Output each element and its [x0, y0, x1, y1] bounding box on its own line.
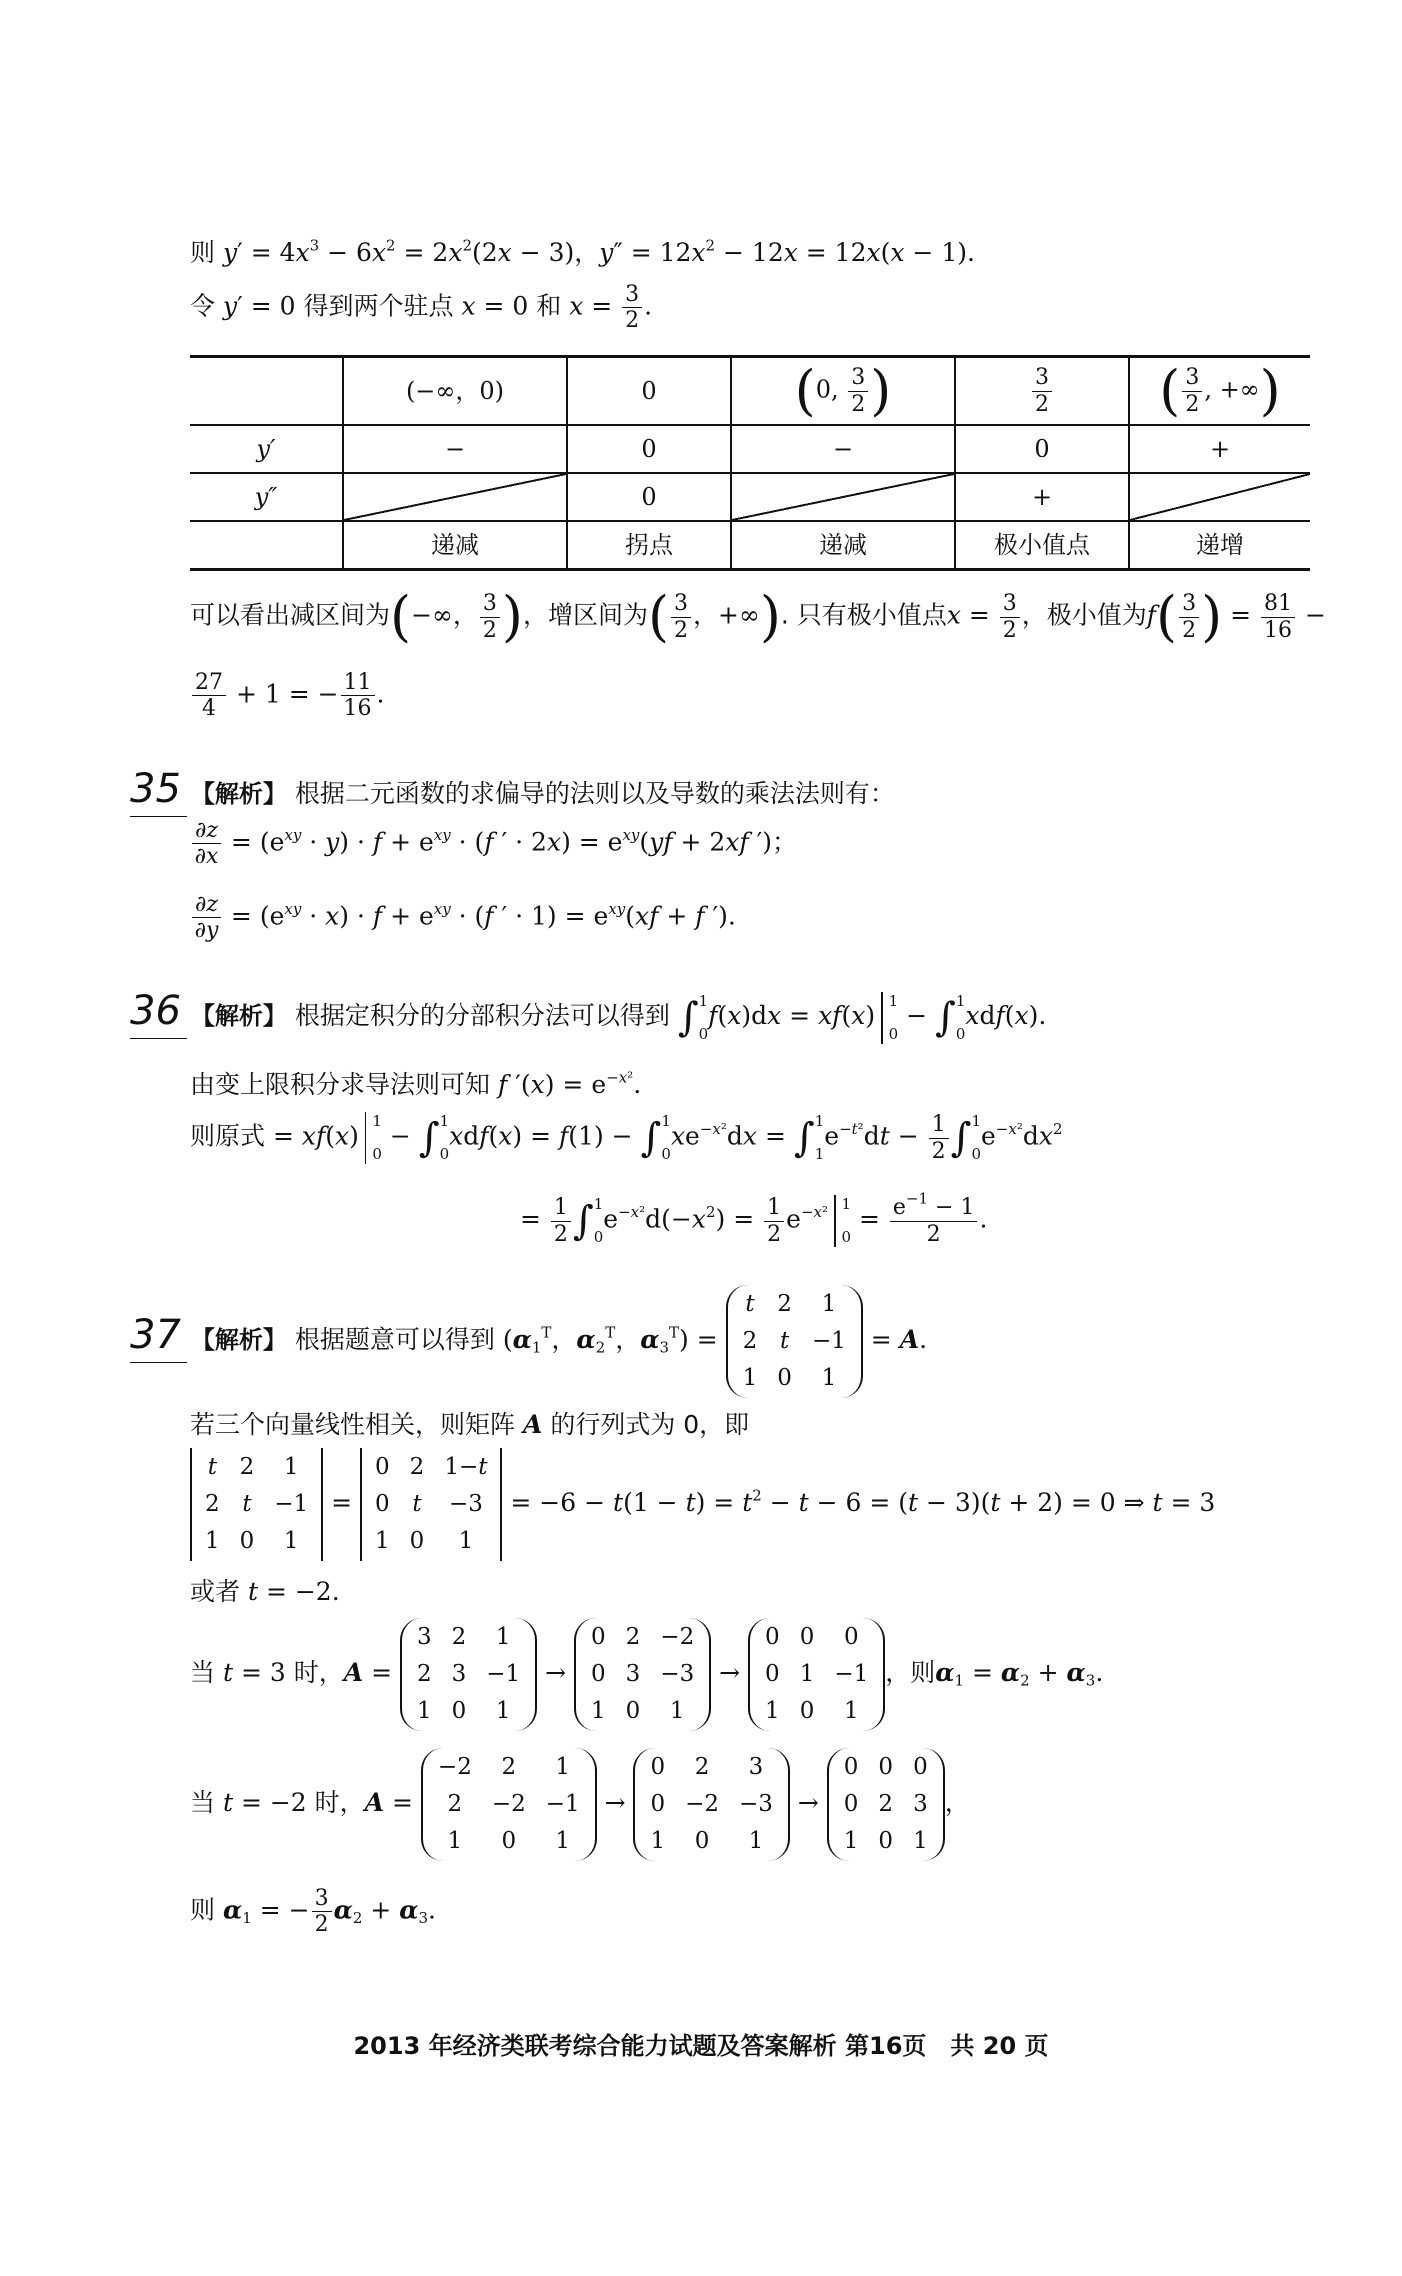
conclusion-line: 可以看出减区间为(−∞， $\frac{3}{2}$ )，增区间为( $\frac{3}{2}$ ，+∞). 只有极小值点x = $\frac{3}{2}$ ，极小值为f( $\frac{3}{2}$ ) = $\frac{81}{16}$ − — [190, 585, 1326, 648]
question-35-header: 35 【解析】 根据二元函数的求偏导的法则以及导数的乘法法则有： — [130, 762, 895, 817]
q37-or-line: 或者 t = −2. — [190, 1577, 340, 1606]
partial-y: $\frac{\partial z}{\partial y}$ = $(e^{xy} \cdot x) \cdot f + e^{xy} \cdot (f$ ′ · $1) = e^{xy}(xf + f$ ′). — [190, 892, 736, 944]
interval-2: (0, $\frac{3}{2}$ ) — [731, 357, 955, 426]
point-3-2: $\frac{3}{2}$ — [955, 357, 1129, 426]
question-number: 36 — [130, 984, 187, 1039]
stationary-points-line: 令 y′ = 0 得到两个驻点 x = 0 和 x = $\frac{3}{2}$ . — [190, 282, 653, 334]
q36-line-4: = $\frac{1}{2}$ ∫1 $0e^{-x^2}d(-x^2)$ = $\frac{1}{2}$ $e^{-x^2}$ 1 0 = $\frac{e^{-1} - 1}{2}$ . — [520, 1189, 988, 1247]
page-footer: 2013 年经济类联考综合能力试题及答案解析 第16页 共 20 页 — [353, 2032, 1049, 2060]
conclusion-line-2: $\frac{27}{4}$ + 1 = − $\frac{11}{16}$ . — [190, 670, 385, 722]
question-number: 37 — [130, 1308, 187, 1363]
partial-x: $\frac{\partial z}{\partial x}$ = $(e^{xy} \cdot y) \cdot f + e^{xy} \cdot (f$ ′ · $2x) = e^{xy}(yf + 2xf$ ′)； — [190, 818, 797, 870]
derivative-line: 则 $y' = 4x^3 - 6x^2 = 2x^2(2x - 3)$，$y'' = 12x^2 - 12x = 12x(x - 1)$. — [190, 236, 975, 267]
interval-3: ( $\frac{3}{2}$ , +∞) — [1129, 357, 1310, 426]
q36-line-3: 则原式 = xf(x)1 0 − ∫1 0xdf(x) = f(1) − ∫1 $0xe^{-x^2}dx = \int 1$ $1e^{-t^2}dt$ − $\frac{1}{2}$ ∫1 $0e^{-x^2}dx^2$ — [190, 1112, 1063, 1164]
question-37-header: 37 【解析】 根据题意可以得到 ($\alpha_1^T$，$\alpha_2^T$，$\alpha_3^T) = t$ 2 1 2 t −1 1 0 1 = A. — [130, 1285, 927, 1398]
point-0: 0 — [567, 357, 731, 426]
q37-case-t-minus2: 当 t = −2 时，A = −2 2 1 2 −2 −1 1 0 1 → 0 2 3 0 −2 −3 1 0 1 → 0 0 0 0 2 3 1 0 1， — [190, 1748, 970, 1861]
sign-table: (−∞，0) 0 (0, $\frac{3}{2}$ ) $\frac{3}{2}$ ( $\frac{3}{2}$ , +∞) y′ − 0 − 0 + y″ 0 + 递减 拐点 递减 极小值点 递增 — [190, 355, 1310, 571]
question-36-header: 36 【解析】 根据定积分的分部积分法可以得到 ∫1 0f(x)dx = xf(x)1 0 − ∫1 0xdf(x). — [130, 984, 1046, 1044]
q37-final: 则 $\alpha_1$ = − $\frac{3}{2}$ $\alpha_2 + \alpha_3$. — [190, 1886, 436, 1938]
interval-1: (−∞，0) — [343, 357, 567, 426]
q37-determinant: t 2 1 2 t −1 1 0 1 = 0 2 1−t 0 t −3 1 0 $1 = -6 - t(1 - t) = t^2 - t - 6 = (t - 3)(t + 2) = 0$ ⇒ t = 3 — [190, 1448, 1215, 1561]
q36-line-2: 由变上限积分求导法则可知 f $'(x) = e^{-x^2}$. — [190, 1068, 642, 1099]
row-label-y1: y′ — [190, 425, 343, 473]
q37-case-t3: 当 t = 3 时，A = 3 2 1 2 3 −1 1 0 1 → 0 2 −2 0 3 −3 1 0 1 → 0 0 0 0 1 −1 1 0 1，则$\alpha_1 = \alpha_2 + \alpha_3$. — [190, 1618, 1103, 1731]
row-label-y2: y″ — [190, 473, 343, 521]
question-number: 35 — [130, 762, 187, 817]
q37-line-2: 若三个向量线性相关，则矩阵 A 的行列式为 0，即 — [190, 1410, 750, 1439]
